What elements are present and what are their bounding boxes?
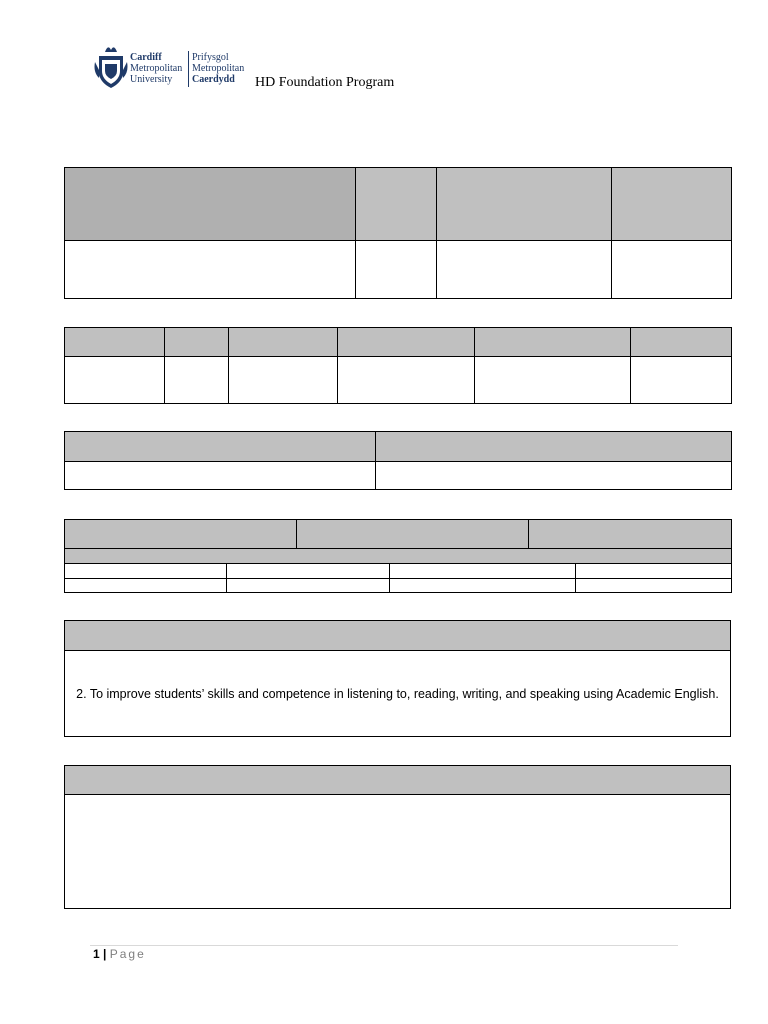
table-cell [297,520,529,549]
table-cell [65,579,227,593]
logo-welsh-name: Prifysgol Metropolitan Caerdydd [192,52,245,85]
table-cell [229,357,338,404]
table-cell [437,241,612,299]
logo-divider [188,51,189,87]
hours-table [64,519,732,593]
aims-table [64,620,731,737]
table-cell [356,241,437,299]
table-cell [376,432,732,462]
table-cell [65,564,227,579]
table-cell [65,549,732,564]
outcomes-body-cell [65,795,731,909]
table-cell [65,168,356,241]
table-cell [631,357,732,404]
table-cell [165,328,229,357]
table-cell [631,328,732,357]
logo-english-name: Cardiff Metropolitan University [130,52,183,85]
outcomes-table [64,765,731,909]
table-cell [612,241,732,299]
table-cell [475,357,631,404]
table-cell [65,462,376,490]
table-cell [229,328,338,357]
footer-divider [90,945,678,946]
table-cell [390,579,576,593]
page-number: 1 [93,947,100,961]
table-cell [65,328,165,357]
table-cell [390,564,576,579]
page-label: Page [109,947,146,961]
table-cell [338,357,475,404]
table-cell [338,328,475,357]
footer-separator: | [103,947,107,961]
table-cell [576,564,732,579]
page-footer [93,947,146,961]
table-cell [475,328,631,357]
table-cell [165,357,229,404]
table-cell [529,520,732,549]
table-cell [437,168,612,241]
table-cell [612,168,732,241]
table-cell [376,462,732,490]
module-info-table [64,167,732,299]
outcomes-header-cell [65,766,731,795]
university-logo [93,42,253,92]
table-cell [227,579,390,593]
table-cell [227,564,390,579]
table-cell [65,241,356,299]
table-cell [65,520,297,549]
table-cell [65,432,376,462]
table-cell [576,579,732,593]
table-cell [65,357,165,404]
aims-header-cell [65,621,731,651]
aims-text: 2. To improve students’ skills and competence in listening to, reading, writing, and speaking using Academic English. [65,651,731,737]
university-crest-icon [93,42,129,90]
table-cell [356,168,437,241]
program-title: HD Foundation Program [255,75,395,90]
module-details-table [64,327,732,404]
staff-table [64,431,732,490]
